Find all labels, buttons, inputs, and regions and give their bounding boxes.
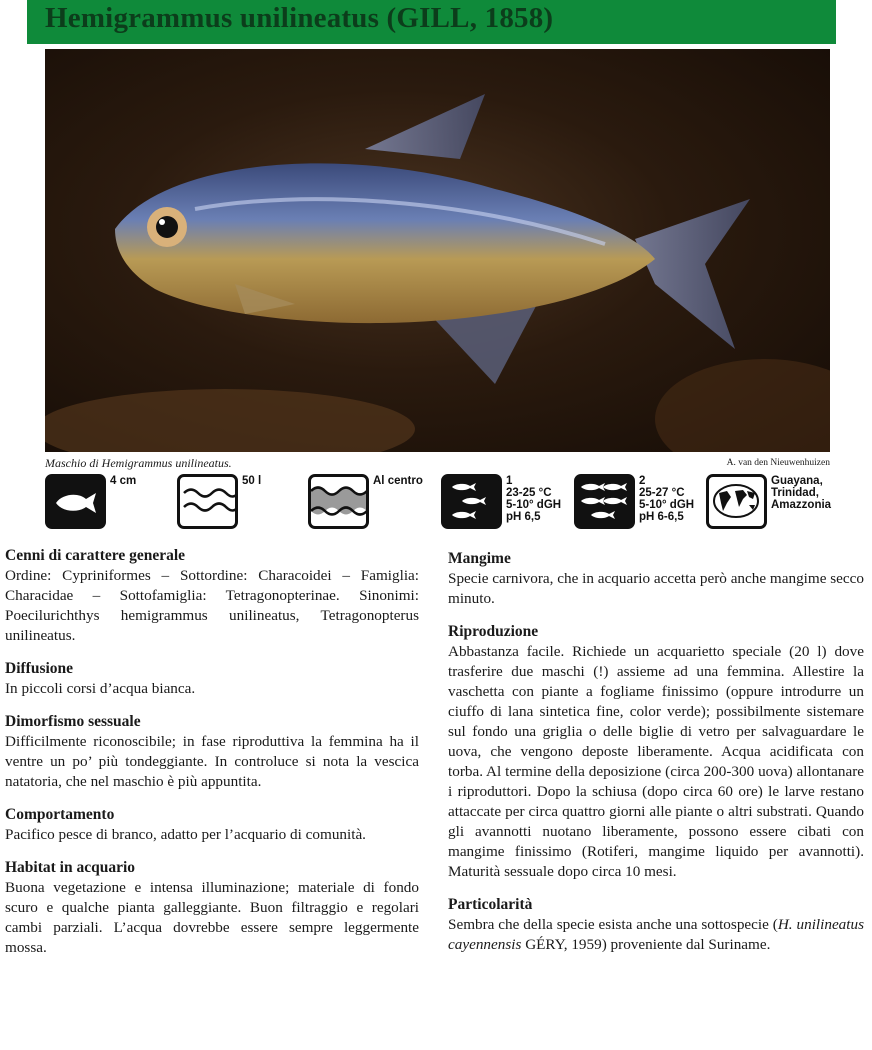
- section-behaviour: [5, 805, 419, 845]
- swim-zone-indicator: [308, 474, 428, 532]
- section-dimorphism: [5, 712, 419, 792]
- section-habitat: [5, 858, 419, 958]
- section-general: [5, 546, 419, 646]
- volume-indicator: [177, 474, 267, 532]
- title-bar: [27, 0, 836, 44]
- section-heading: Comportamento: [5, 806, 115, 823]
- section-text: Buona vegetazione e intensa illuminazione; materiale di fondo scuro e qualche pianta galleggiante. Buon filtraggio e regolari cambi parziali. L’acqua dovrebbe essere sempre leggermente mossa.: [5, 879, 419, 956]
- section-heading: Cenni di carattere generale: [5, 547, 186, 564]
- left-column: [5, 546, 419, 971]
- size-indicator: [45, 474, 135, 532]
- section-heading: Riproduzione: [448, 623, 539, 640]
- section-heading: Diffusione: [5, 660, 74, 677]
- breeding-1-params: 1 23-25 °C 5-10° dGH pH 6,5: [506, 475, 562, 523]
- photo-credit: A. van den Nieuwenhuizen: [726, 458, 830, 468]
- section-heading: Particolarità: [448, 896, 533, 913]
- section-text: Difficilmente riconoscibile; in fase riproduttiva la femmina ha il ventre un po’ più tondeggiante. In controluce si nota la vescica natatoria, che nel maschio è più appuntita.: [5, 733, 419, 790]
- fish-photo: [45, 49, 830, 452]
- origin-label: Guayana, Trinidad, Amazzonia: [771, 475, 832, 511]
- section-heading: Habitat in acquario: [5, 859, 136, 876]
- breeding-difficulty-2: [574, 474, 699, 532]
- right-column: [448, 549, 864, 968]
- breeding-difficulty-1: [441, 474, 566, 532]
- section-food: [448, 549, 864, 609]
- photo-caption: Maschio di Hemigrammus unilineatus.: [45, 456, 232, 470]
- fish-school-icon: [574, 474, 635, 529]
- section-heading: Dimorfismo sessuale: [5, 713, 141, 730]
- section-notes: [448, 895, 864, 955]
- section-text: Sembra che della specie esista anche una sottospecie (H. unilineatus cayennensis GÉRY, 1959) proveniente dal Suriname.: [448, 916, 864, 953]
- page-title: Hemigrammus unilineatus (GILL, 1858): [45, 2, 554, 34]
- section-text: Abbastanza facile. Richiede un acquarietto speciale (20 l) dove trasferire due maschi (!) assieme ad una femmina. Allestire la vaschetta con piante a fogliame finissimo (oppure introdurre un ciuffo di lana sintetica fine, color verde); possibilmente sistemare sul fondo una griglia o delle biglie di vetro per salvaguardare le uova, che vengono deposte liberamente. Acqua acidificata con torba. Al termine della deposizione (circa 200-300 uova) allontanare i riproduttori. Dopo la schiusa (dopo circa 60 ore) le larve restano attaccate per circa quattro giorni alle piante o altri substrati. Quando gli avannotti nuotano liberamente, possono essere cibati con mangime finissimo (Rotiferi, mangime liquido per avannotti). Maturità sessuale dopo circa 10 mesi.: [448, 643, 864, 880]
- section-breeding: [448, 622, 864, 882]
- breeding-2-params: 2 25-27 °C 5-10° dGH pH 6-6,5: [639, 475, 695, 523]
- fish-size-icon: [45, 474, 106, 529]
- section-text: Ordine: Cypriniformes – Sottordine: Characoidei – Famiglia: Characidae – Sottofamiglia: Tetragonopterinae. Sinonimi: Poecilurichthys hemigrammus unilineatus, Tetragonopterus unilineatus.: [5, 567, 419, 644]
- section-text: Pacifico pesce di branco, adatto per l’acquario di comunità.: [5, 826, 366, 843]
- fish-illustration: [45, 49, 830, 452]
- section-heading: Mangime: [448, 550, 511, 567]
- tank-volume-icon: [177, 474, 238, 529]
- subspecies-name: H. unilineatus cayennensis: [448, 916, 864, 953]
- origin-indicator: [706, 474, 836, 532]
- size-label: 4 cm: [110, 475, 137, 487]
- section-distribution: [5, 659, 419, 699]
- swim-zone-icon: [308, 474, 369, 529]
- volume-label: 50 l: [242, 475, 262, 487]
- swim-zone-label: Al centro: [373, 475, 423, 487]
- fish-school-icon: [441, 474, 502, 529]
- world-map-icon: [706, 474, 767, 529]
- section-text: Specie carnivora, che in acquario accetta però anche mangime secco minuto.: [448, 570, 864, 607]
- section-text: In piccoli corsi d’acqua bianca.: [5, 680, 196, 697]
